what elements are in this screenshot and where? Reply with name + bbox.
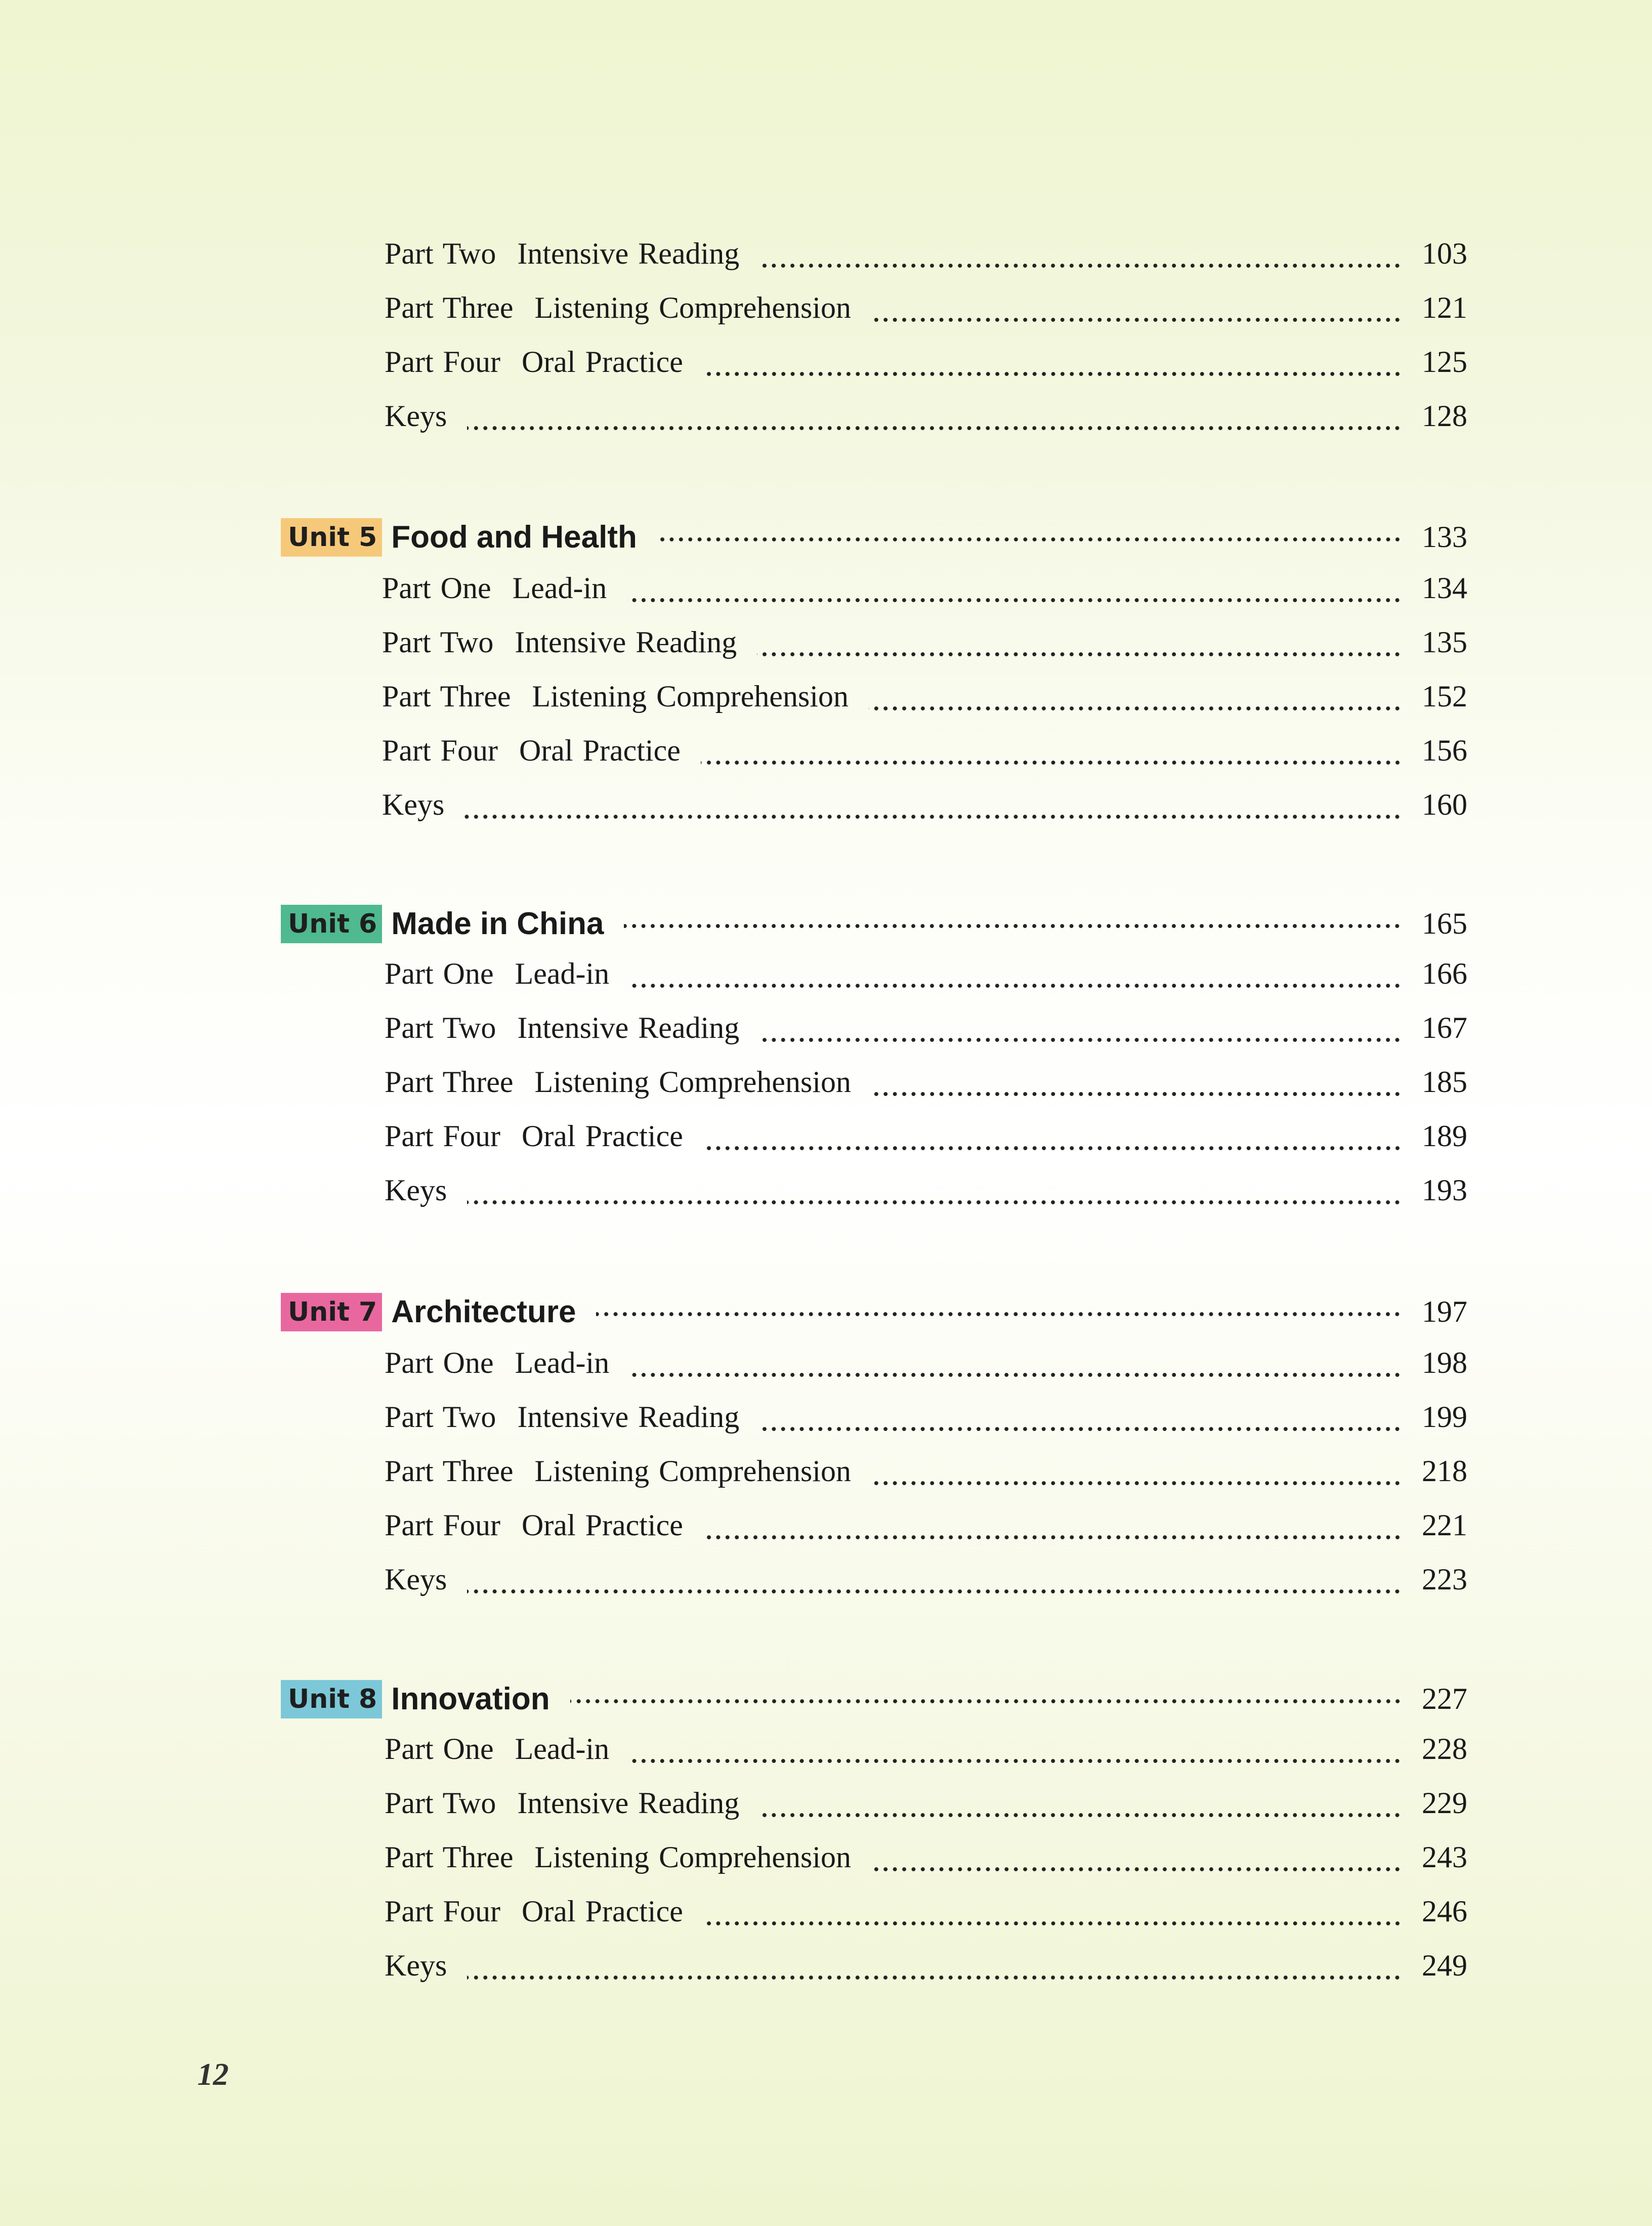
toc-entry[interactable] [385, 1454, 1467, 1508]
part-label: Part One [385, 1732, 494, 1766]
page-ref: 166 [1422, 957, 1467, 990]
unit-heading[interactable] [281, 897, 1467, 951]
unit-heading[interactable] [281, 1672, 1467, 1726]
dot-leader [464, 814, 1402, 819]
page-ref: 229 [1422, 1786, 1467, 1820]
part-label: Part Four [385, 345, 500, 379]
part-title: Intensive Reading [517, 237, 740, 270]
part-title: Oral Practice [522, 345, 683, 379]
page-ref: 198 [1422, 1346, 1467, 1379]
toc-entry[interactable] [385, 1011, 1467, 1065]
toc-entry[interactable] [385, 1508, 1467, 1562]
unit-badge: Unit 5 [281, 518, 382, 557]
dot-leader [467, 1200, 1402, 1205]
page-ref: 167 [1422, 1011, 1467, 1044]
toc-entry[interactable] [385, 1065, 1467, 1119]
unit-badge: Unit 6 [281, 905, 382, 943]
part-label: Part Two [385, 237, 496, 270]
dot-leader [467, 1589, 1402, 1594]
toc-entry[interactable] [385, 1119, 1467, 1173]
part-title: Lead-in [512, 571, 607, 605]
part-label: Part Two [382, 625, 494, 659]
part-label: Part Four [385, 1119, 500, 1153]
dot-leader [759, 1426, 1402, 1432]
toc-entry[interactable] [382, 625, 1467, 679]
dot-leader [703, 1146, 1402, 1151]
dot-leader [467, 426, 1402, 431]
page-ref: 128 [1422, 399, 1467, 433]
part-title: Oral Practice [522, 1508, 683, 1542]
dot-leader [627, 598, 1402, 603]
dot-leader [759, 1813, 1402, 1818]
dot-leader [467, 1975, 1402, 1980]
dot-leader [701, 760, 1402, 765]
page-ref: 125 [1422, 345, 1467, 379]
part-label: Part Three [385, 291, 514, 324]
toc-entry[interactable] [385, 345, 1467, 399]
part-label: Part One [382, 571, 491, 605]
page-number: 12 [197, 2057, 229, 2092]
page-ref: 156 [1422, 734, 1467, 767]
toc-entry[interactable] [385, 1840, 1467, 1894]
part-title: Listening Comprehension [534, 291, 852, 324]
page-ref: 189 [1422, 1119, 1467, 1153]
dot-leader [757, 652, 1402, 657]
part-label: Part Three [385, 1454, 514, 1488]
page-ref: 227 [1422, 1682, 1467, 1715]
page-ref: 133 [1422, 520, 1467, 554]
toc-entry[interactable] [382, 679, 1467, 733]
unit-badge: Unit 7 [281, 1293, 382, 1331]
page-ref: 249 [1422, 1949, 1467, 1982]
page-ref: 246 [1422, 1895, 1467, 1928]
toc-entry[interactable] [385, 1786, 1467, 1840]
unit-badge: Unit 8 [281, 1680, 382, 1718]
dot-leader [629, 1372, 1402, 1377]
unit-title: Made in China [391, 906, 604, 941]
part-label: Keys [385, 399, 447, 433]
page-ref: 134 [1422, 571, 1467, 605]
dot-leader [624, 923, 1402, 929]
part-label: Part Three [382, 680, 511, 713]
dot-leader [703, 1921, 1402, 1926]
toc-entry[interactable] [385, 1732, 1467, 1786]
toc-entry[interactable] [385, 1346, 1467, 1400]
unit-heading[interactable] [281, 1285, 1467, 1339]
part-title: Listening Comprehension [532, 680, 849, 713]
part-label: Part Two [385, 1786, 496, 1820]
page-ref: 160 [1422, 788, 1467, 821]
part-title: Lead-in [515, 1346, 610, 1379]
dot-leader [759, 263, 1402, 268]
page-ref: 121 [1422, 291, 1467, 324]
part-label: Keys [382, 788, 445, 821]
toc-entry[interactable] [385, 236, 1467, 290]
part-label: Part Two [385, 1011, 496, 1044]
part-label: Keys [385, 1949, 447, 1982]
part-label: Part Three [385, 1840, 514, 1874]
part-title: Intensive Reading [517, 1786, 740, 1820]
dot-leader [871, 1867, 1402, 1872]
dot-leader [596, 1312, 1402, 1317]
part-label: Keys [385, 1563, 447, 1596]
toc-entry[interactable] [385, 1562, 1467, 1616]
toc-entry[interactable] [385, 290, 1467, 345]
part-label: Part One [385, 1346, 494, 1379]
part-title: Oral Practice [519, 734, 681, 767]
dot-leader [629, 1758, 1402, 1763]
page-ref: 152 [1422, 680, 1467, 713]
unit-title: Architecture [391, 1294, 576, 1329]
unit-title: Food and Health [391, 520, 637, 555]
toc-entry[interactable] [382, 571, 1467, 625]
part-label: Part Four [385, 1895, 500, 1928]
page-ref: 228 [1422, 1732, 1467, 1766]
toc-entry[interactable] [385, 1948, 1467, 2002]
dot-leader [871, 1481, 1402, 1486]
part-title: Intensive Reading [517, 1400, 740, 1434]
dot-leader [869, 706, 1402, 711]
page-ref: 221 [1422, 1508, 1467, 1542]
page-ref: 185 [1422, 1065, 1467, 1099]
part-title: Intensive Reading [517, 1011, 740, 1044]
dot-leader [657, 537, 1402, 542]
dot-leader [629, 983, 1402, 988]
toc-entry[interactable] [382, 733, 1467, 787]
page-ref: 243 [1422, 1840, 1467, 1874]
part-label: Part Three [385, 1065, 514, 1099]
toc-entry[interactable] [385, 1894, 1467, 1948]
toc-entry[interactable] [385, 956, 1467, 1011]
part-label: Keys [385, 1173, 447, 1207]
toc-entry[interactable] [385, 1400, 1467, 1454]
dot-leader [759, 1037, 1402, 1042]
part-label: Part Two [385, 1400, 496, 1434]
page-ref: 193 [1422, 1173, 1467, 1207]
page-ref: 223 [1422, 1563, 1467, 1596]
part-title: Intensive Reading [515, 625, 737, 659]
part-label: Part Four [382, 734, 498, 767]
dot-leader [703, 371, 1402, 376]
toc-entry[interactable] [385, 1173, 1467, 1227]
toc-entry[interactable] [385, 399, 1467, 453]
part-title: Listening Comprehension [534, 1454, 852, 1488]
part-label: Part Four [385, 1508, 500, 1542]
part-title: Oral Practice [522, 1119, 683, 1153]
page-ref: 135 [1422, 625, 1467, 659]
dot-leader [871, 317, 1402, 322]
page-ref: 199 [1422, 1400, 1467, 1434]
dot-leader [871, 1091, 1402, 1097]
part-title: Oral Practice [522, 1895, 683, 1928]
page-ref: 197 [1422, 1295, 1467, 1328]
part-label: Part One [385, 957, 494, 990]
part-title: Listening Comprehension [534, 1840, 852, 1874]
part-title: Lead-in [515, 1732, 610, 1766]
page-ref: 165 [1422, 907, 1467, 940]
unit-title: Innovation [391, 1682, 550, 1716]
part-title: Lead-in [515, 957, 610, 990]
unit-heading[interactable] [281, 510, 1467, 564]
toc-entry[interactable] [382, 787, 1467, 842]
page-ref: 103 [1422, 237, 1467, 270]
dot-leader [703, 1535, 1402, 1540]
part-title: Listening Comprehension [534, 1065, 852, 1099]
dot-leader [570, 1699, 1402, 1704]
page-ref: 218 [1422, 1454, 1467, 1488]
